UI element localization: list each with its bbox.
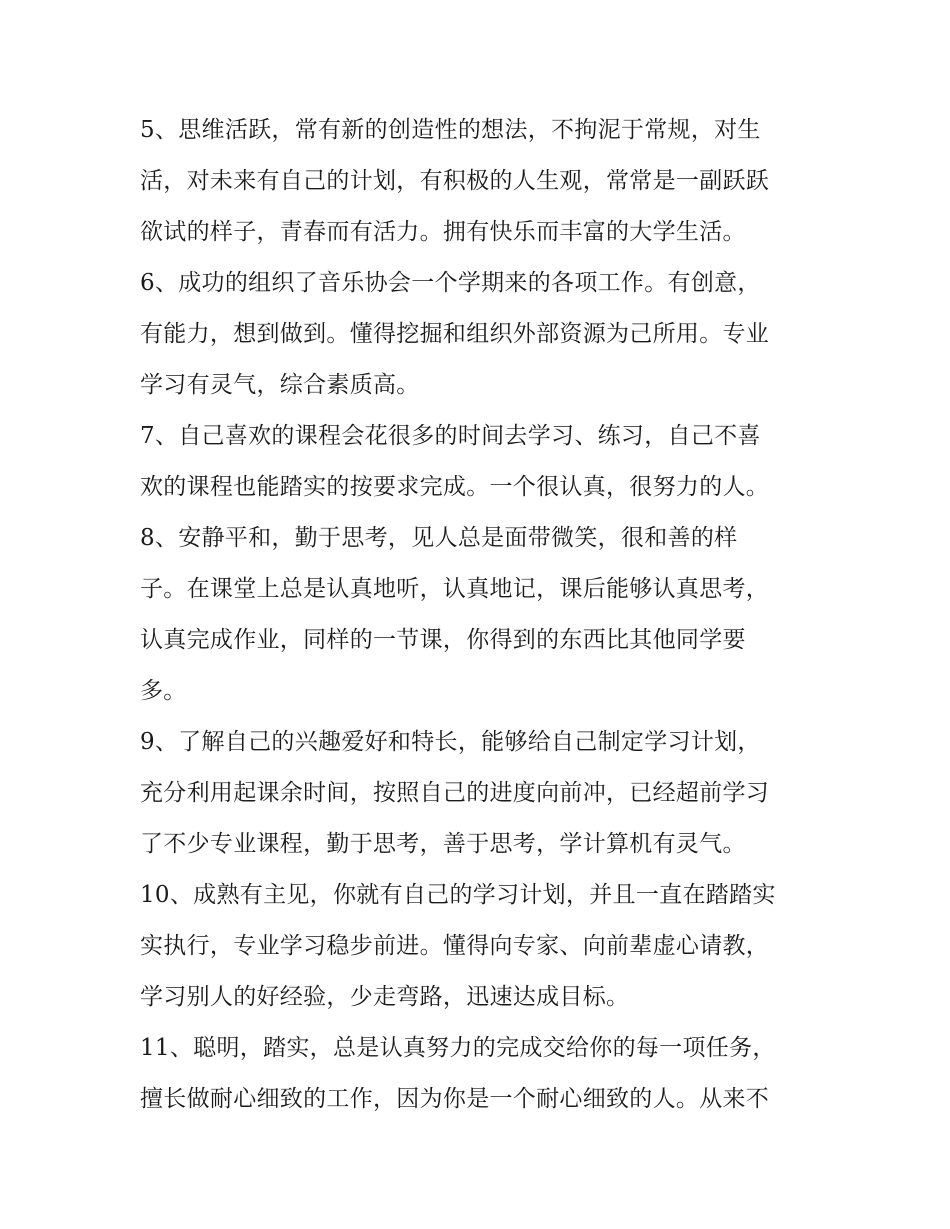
text-line: 欢的课程也能踏实的按要求完成。一个很认真，很努力的人。 [140, 474, 770, 500]
text-line: 活，对未来有自己的计划，有积极的人生观，常常是一副跃跃 [140, 168, 770, 194]
text-line: 实执行，专业学习稳步前进。懂得向专家、向前辈虚心请教， [140, 933, 770, 959]
text-line: 了不少专业课程，勤于思考，善于思考，学计算机有灵气。 [140, 831, 746, 857]
text-line: 8、安静平和，勤于思考，见人总是面带微笑，很和善的样 [140, 525, 738, 551]
text-line: 学习别人的好经验，少走弯路，迅速达成目标。 [140, 984, 630, 1010]
text-line: 学习有灵气，综合素质高。 [140, 372, 420, 398]
text-line: 欲试的样子，青春而有活力。拥有快乐而丰富的大学生活。 [140, 219, 746, 245]
text-line: 7、自己喜欢的课程会花很多的时间去学习、练习，自己不喜 [140, 423, 761, 449]
text-line: 认真完成作业，同样的一节课，你得到的东西比其他同学要 [140, 627, 746, 653]
text-line: 有能力，想到做到。懂得挖掘和组织外部资源为己所用。专业 [140, 321, 770, 347]
text-line: 多。 [140, 678, 187, 704]
text-line: 10、成熟有主见，你就有自己的学习计划，并且一直在踏踏实 [140, 882, 776, 908]
text-line: 子。在课堂上总是认真地听，认真地记，课后能够认真思考， [140, 576, 770, 602]
text-line: 6、成功的组织了音乐协会一个学期来的各项工作。有创意， [140, 270, 761, 296]
text-line: 9、了解自己的兴趣爱好和特长，能够给自己制定学习计划， [140, 729, 761, 755]
text-line: 充分利用起课余时间，按照自己的进度向前冲，已经超前学习 [140, 780, 770, 806]
text-line: 11、聪明，踏实，总是认真努力的完成交给你的每一项任务， [140, 1035, 776, 1061]
text-line: 5、思维活跃，常有新的创造性的想法，不拘泥于常规，对生 [140, 117, 761, 143]
text-line: 擅长做耐心细致的工作，因为你是一个耐心细致的人。从来不 [140, 1086, 770, 1112]
